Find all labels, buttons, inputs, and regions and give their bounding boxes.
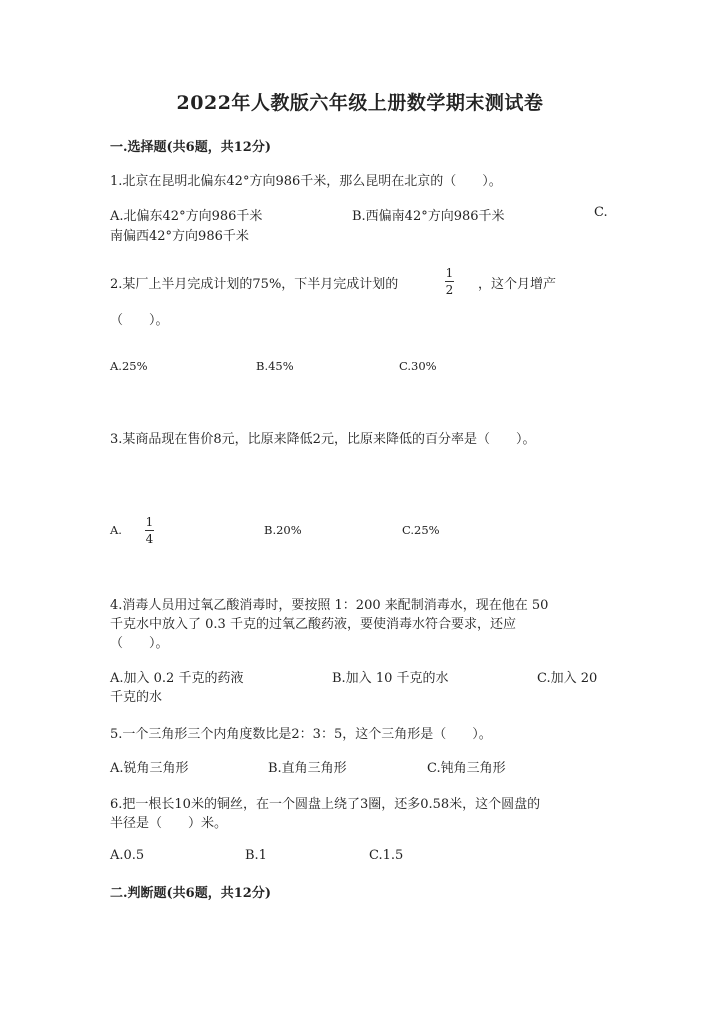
question-4-stem-line1: 4.消毒人员用过氧乙酸消毒时，要按照 1：200 来配制消毒水，现在他在 50: [110, 598, 549, 613]
question-1-option-c-text: 南偏西42°方向986千米: [110, 229, 249, 244]
question-1-option-c-label: C.: [594, 205, 608, 220]
question-4-stem-line2: 千克水中放入了 0.3 千克的过氧乙酸药液，要使消毒水符合要求，还应: [110, 617, 516, 632]
fraction-bar: [445, 281, 454, 282]
fraction-bar: [145, 530, 154, 531]
fraction-numerator: 1: [445, 266, 454, 280]
question-3-stem: 3.某商品现在售价8元，比原来降低2元，比原来降低的百分率是（ ）。: [110, 432, 536, 447]
section-heading-choice: 一.选择题(共6题，共12分): [110, 140, 271, 155]
question-4-option-a: A.加入 0.2 千克的药液: [110, 671, 244, 686]
question-1-stem: 1.北京在昆明北偏东42°方向986千米，那么昆明在北京的（ ）。: [110, 174, 502, 189]
fraction-numerator: 1: [145, 515, 154, 529]
question-6-option-a: A.0.5: [110, 848, 145, 863]
question-6-option-c: C.1.5: [369, 848, 404, 863]
section-heading-judgment: 二.判断题(共6题，共12分): [110, 886, 271, 901]
question-4-option-b: B.加入 10 千克的水: [332, 671, 449, 686]
question-1-option-b: B.西偏南42°方向986千米: [352, 209, 505, 224]
page-title: 2022年人教版六年级上册数学期末测试卷: [176, 92, 544, 114]
fraction-denominator: 2: [445, 283, 454, 297]
question-2-option-a: A.25%: [110, 359, 148, 373]
question-4-stem-line3: （ ）。: [110, 636, 169, 651]
question-5-stem: 5.一个三角形三个内角度数比是2：3：5，这个三角形是（ ）。: [110, 727, 492, 742]
question-2-stem: 2.某厂上半月完成计划的75%，下半月完成计划的: [110, 277, 399, 292]
question-5-option-a: A.锐角三角形: [110, 761, 189, 776]
question-6-option-b: B.1: [245, 848, 267, 863]
question-4-option-c-label: C.加入 20: [537, 671, 598, 686]
question-2-option-b: B.45%: [256, 359, 294, 373]
question-3-option-a-fraction: [145, 515, 154, 546]
fraction-denominator: 4: [145, 532, 154, 546]
question-1-option-a: A.北偏东42°方向986千米: [110, 209, 263, 224]
question-3-option-b: B.20%: [264, 523, 302, 537]
question-2-fraction: [445, 266, 454, 297]
question-5-option-c: C.钝角三角形: [427, 761, 506, 776]
question-2-stem-end: ，这个月增产: [478, 277, 557, 292]
question-4-option-c-text: 千克的水: [110, 690, 163, 705]
question-6-stem-line2: 半径是（ ）米。: [110, 816, 228, 831]
question-2-stem-line2: （ ）。: [110, 313, 169, 328]
question-5-option-b: B.直角三角形: [268, 761, 347, 776]
question-2-option-c: C.30%: [399, 359, 437, 373]
question-6-stem-line1: 6.把一根长10米的铜丝，在一个圆盘上绕了3圈，还多0.58米，这个圆盘的: [110, 797, 541, 812]
question-3-option-c: C.25%: [402, 523, 440, 537]
question-3-option-a-label: A.: [110, 523, 122, 537]
